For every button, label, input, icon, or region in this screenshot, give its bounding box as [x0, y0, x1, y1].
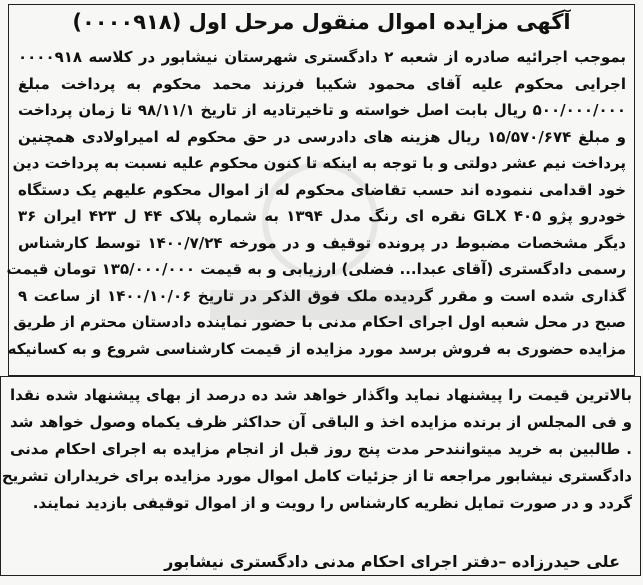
body-line: و فی المجلس از برنده مزایده اخذ و الباقی آن حداکثر ظرف یکماه وصول خواهد شد: [10, 413, 632, 431]
notice-body-bottom: [1, 382, 632, 517]
notice-body-top: [6, 44, 627, 362]
notice-title: آگهی مزایده اموال منقول مرحل اول (۰۰۰۰۹۱۸): [72, 10, 571, 34]
body-line: و مبلغ ۱۵/۵۷۰/۶۷۴ ریال هزینه های دادرسی در حق محکوم له امیراولادی همچنین: [18, 127, 626, 146]
notice-signature: علی حیدرزاده –دفتر اجرای احکام مدنی دادگستری نیشابور: [164, 552, 620, 571]
body-line: مزایده حضوری به فروش برسد مورد مزایده از قیمت کارشناسی شروع و به کسانیکه: [7, 339, 626, 358]
body-line: رسمی دادگستری (آقای عبدا... فضلی) ارزیابی و به قیمت ۱۳۵/۰۰۰/۰۰۰ تومان قیمت: [6, 260, 626, 278]
body-line: اجرایی محکوم علیه آقای محمود شکیبا فرزند محمد محکوم به پرداخت مبلغ: [18, 74, 626, 93]
body-line: . طالبین به خرید میتوانندحر مدت پنج روز قبل از انجام مزایده به اجرای احکام مدنی: [10, 440, 632, 458]
body-line: خود اقدامی ننموده اند حسب تقاضای محکوم له از اموال محکوم علیهم یک دستگاه: [18, 180, 626, 199]
body-line: ۵۰۰/۰۰۰/۰۰۰ ریال بابت اصل خواسته و تاخیرتادیه از تاریخ ۹۸/۱۱/۱ تا زمان پرداخت: [18, 101, 626, 119]
body-line: دیگر مشخصات مضبوط در پرونده توقیف و در مورخه ۱۴۰۰/۷/۲۴ توسط کارشناس: [18, 233, 626, 252]
body-line: پرداخت نیم عشر دولتی و با توجه به اینکه تا کنون محکوم علیه نسبت به پرداخت دین: [12, 154, 626, 172]
body-line: گذاری شده است و مقرر گردیده ملک فوق الذکر در تاریخ ۱۴۰۰/۱۰/۰۶ از ساعت ۹: [18, 286, 627, 305]
body-line: صبح در محل شعبه اول اجرای احکام مدنی با حضور نماینده دادستان محترم از طریق: [13, 313, 626, 331]
body-line: بالاترین قیمت را پیشنهاد نماید واگذار خواهد شد ده درصد از بهای پیشنهاد شده نقدا: [10, 386, 632, 404]
body-line: بموجب اجرائیه صادره از شعبه ۲ دادگستری شهرستان نیشابور در کلاسه ۰۰۰۰۹۱۸: [18, 48, 627, 66]
body-line: گردد و در صورت تمایل نظریه کارشناس را رویت و از اموال توقیفی بازدید نمایند.: [32, 494, 632, 512]
body-line: خودرو پژو GLX ۴۰۵ نقره ای رنگ مدل ۱۳۹۴ به شماره پلاک ۴۴ ل ۴۲۳ ایران ۳۶: [18, 207, 626, 225]
body-line: دادگستری نیشابور مراجعه تا از جزئیات کامل اموال مورد مزایده برای خریداران تشریح: [1, 467, 632, 485]
